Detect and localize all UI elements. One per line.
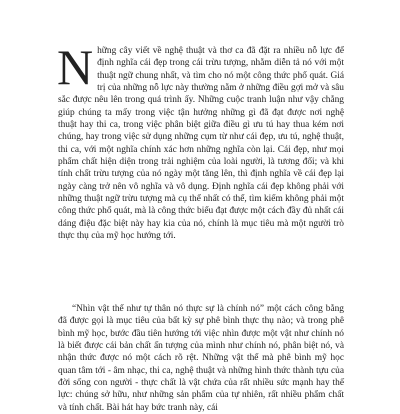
paragraph-1 bbox=[57, 39, 344, 291]
paragraph-1-text: hững cây viết về nghệ thuật và thơ ca đã đặt ra nhiều nỗ lực để định nghĩa cái đẹp trong cái trừu tượng, nhằm diễn tả nó với một thuật ngữ chung nhất, và tìm cho nó một công thức phổ quát. Giá trị của những nỗ lực này thường nằm ở những điều gợi mở và sâu sắc được nêu lên trong quá trình ấy. Những cuộc tranh luận như vậy chẳng giúp chúng ta mấy trong việc tận hưởng những gì đã đạt được nơi nghệ thuật hay thi ca, trong việc phân biệt giữa điều gì ưu tú hay thua kém nơi chúng, hay trong việc sử dụng những cụm từ như cái đẹp, ưu tú, nghệ thuật, thi ca, với một nghĩa chính xác hơn những nghĩa còn lại. Cái đẹp, như mọi phẩm chất hiện diện trong trải nghiệm của loài người, là tương đối; và khi tính chất trừu tượng của nó ngày một tăng lên, thì định nghĩa về cái đẹp lại ngày càng trở nên vô nghĩa và vô dụng. Định nghĩa cái đẹp không phải với những thuật ngữ trừu tượng mà cụ thể nhất có thể, tìm kiếm không phải một công thức phổ quát, mà là công thức biểu đạt được một cách đầy đủ nhất cái dáng điệu đặc biệt này hay kia của nó, chính là mục tiêu mà một người trò thực thụ của mỹ học hướng tới. bbox=[58, 46, 344, 242]
drop-cap: N bbox=[57, 39, 94, 95]
paragraph-2: “Nhìn vật thể như tự thân nó thực sự là chính nó” một cách công bằng đã được gọi là mục tiêu của bất kỳ sự phê bình thực thụ nào; và trong phê bình mỹ học, bước đầu tiên hướng tới việc nhìn được một vật như chính nó là biết được cái bản chất ấn tượng của mình như chính nó, phân biệt nó, và nhận thức được nó một cách rõ rệt. Những vật thể mà phê bình mỹ học quan tâm tới - âm nhạc, thi ca, nghệ thuật và những hình thức thành tựu của đời sống con người - thực chất là vật chứa của rất nhiều sức mạnh hay thế lực: chúng sở hữu, như những sản phẩm của tự nhiên, rất nhiều phẩm chất và tính chất. Bài hát hay bức tranh này, cái bbox=[58, 304, 344, 413]
